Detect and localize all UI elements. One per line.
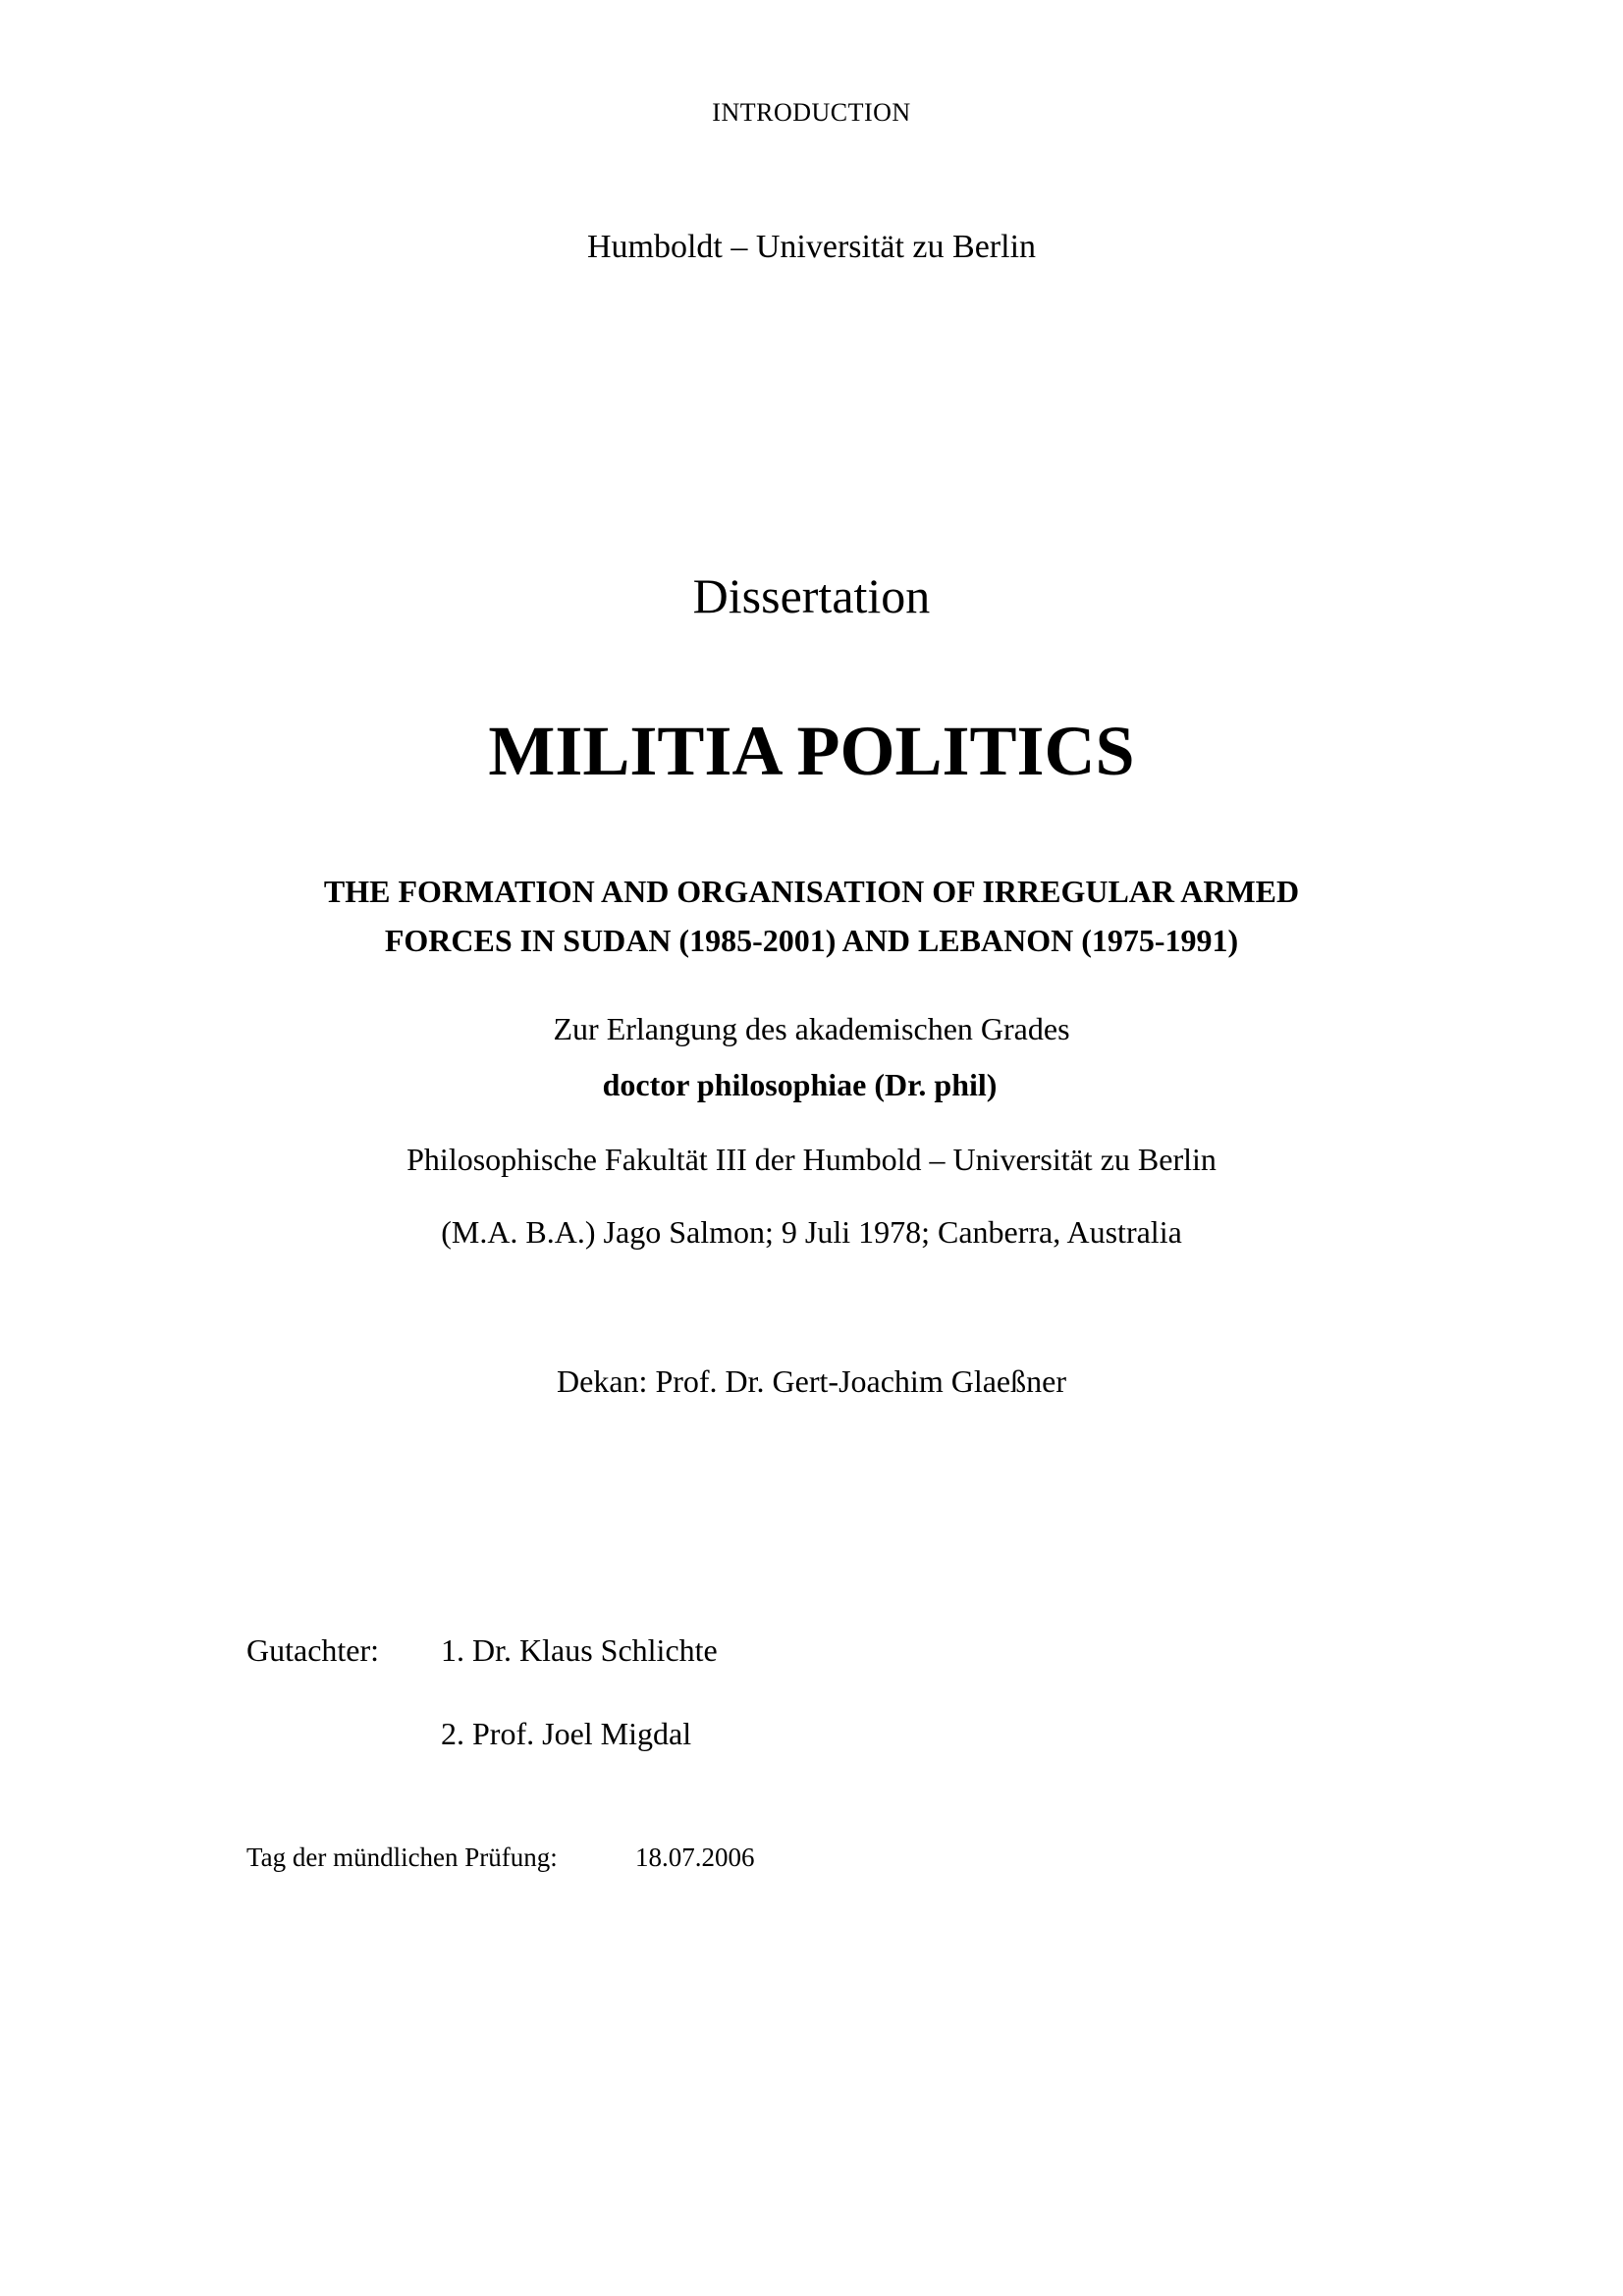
university-name: Humboldt – Universität zu Berlin [586, 229, 1037, 265]
reviewer-item: 1. Dr. Klaus Schlichte [441, 1632, 718, 1668]
exam-date-label: Tag der mündlichen Prüfung: [246, 1842, 558, 1872]
subtitle-line-2: FORCES IN SUDAN (1985-2001) AND LEBANON (1975-1991) [384, 923, 1239, 958]
dean-line: Dekan: Prof. Dr. Gert-Joachim Glaeßner [557, 1363, 1066, 1399]
degree-intro: Zur Erlangung des akademischen Grades [553, 1011, 1070, 1046]
reviewers-label: Gutachter: [246, 1632, 380, 1668]
running-header: INTRODUCTION [712, 98, 911, 127]
reviewer-item: 2. Prof. Joel Migdal [441, 1716, 692, 1751]
degree-name: doctor philosophiae (Dr. phil) [602, 1067, 998, 1102]
document-type: Dissertation [692, 568, 931, 623]
subtitle-line-1: THE FORMATION AND ORGANISATION OF IRREGULAR ARMED [323, 874, 1300, 909]
exam-date-value: 18.07.2006 [635, 1842, 755, 1872]
faculty-line: Philosophische Fakultät III der Humbold – Universität zu Berlin [406, 1142, 1217, 1177]
main-title: MILITIA POLITICS [488, 712, 1135, 790]
author-line: (M.A. B.A.) Jago Salmon; 9 Juli 1978; Canberra, Australia [441, 1214, 1182, 1250]
